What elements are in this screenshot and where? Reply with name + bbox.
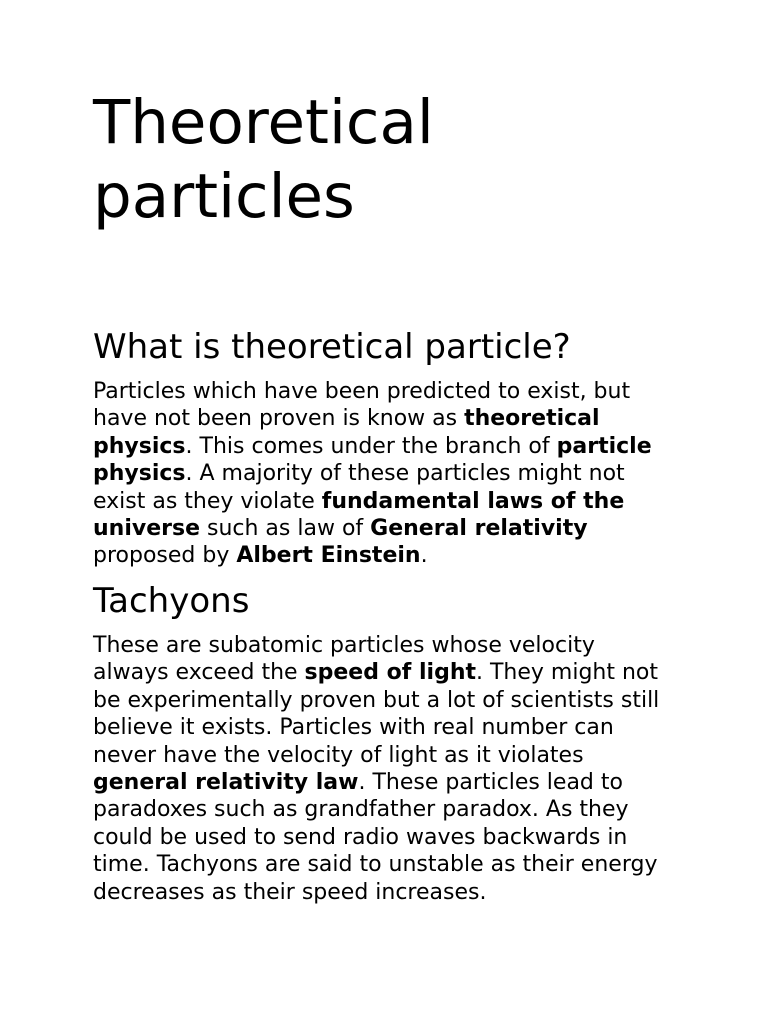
bold-term: theoretical physics [93, 406, 600, 459]
text-run: . They might not be experimentally proven but a lot of scientists still believe it exists. Particles with real number can never have the velocity of light as it violates [93, 660, 660, 768]
text-run: These are subatomic particles whose velocity always exceed the [93, 633, 595, 686]
bold-term: particle physics [93, 433, 652, 487]
text-run: Particles which have been predicted to exist, but have not been proven is know as [93, 379, 631, 432]
bold-term: fundamental laws of the universe [93, 488, 625, 542]
section-paragraph-what-is [93, 378, 673, 570]
section-heading-what-is: What is theoretical particle? [93, 327, 571, 367]
section-paragraph-tachyons [93, 632, 673, 906]
text-run: . [420, 543, 428, 569]
text-run: . A majority of these particles might not exist as they violate [93, 461, 625, 514]
bold-term: General relativity [370, 516, 588, 542]
bold-term: general relativity law [93, 770, 359, 796]
section-heading-tachyons: Tachyons [93, 581, 250, 621]
text-run: . These particles lead to paradoxes such as grandfather paradox. As they could be used to send radio waves backwards in time. Tachyons are said to unstable as their energy decreases as their speed increases. [93, 770, 658, 905]
text-run: . This comes under the branch of [185, 433, 557, 459]
text-run: such as law of [200, 516, 371, 542]
bold-term: Albert Einstein [236, 543, 421, 569]
page-title: Theoretical particles [93, 87, 434, 232]
bold-term: speed of light [304, 660, 476, 686]
text-run: proposed by [93, 543, 237, 569]
